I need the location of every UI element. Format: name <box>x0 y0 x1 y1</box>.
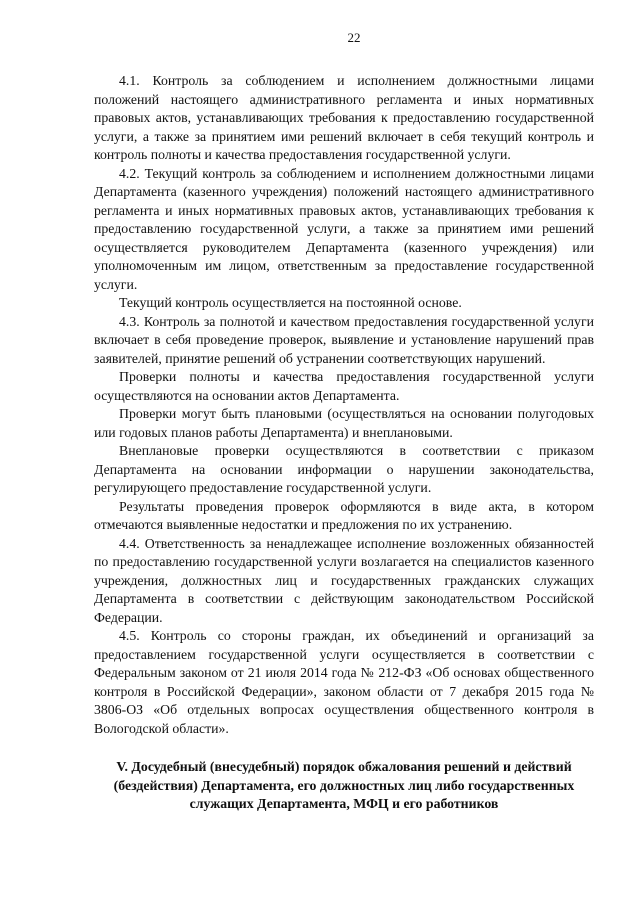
document-body <box>94 72 594 738</box>
paragraph-unscheduled-inspections: Внеплановые проверки осуществляются в соответствии с приказом Департамента на основании информации о нарушении законодательства, регулирующего предоставление государственной услуги. <box>94 443 594 495</box>
paragraph-inspection-results: Результаты проведения проверок оформляются в виде акта, в котором отмечаются выявленные недостатки и предложения по их устранению. <box>94 498 594 532</box>
paragraph-4-4: 4.4. Ответственность за ненадлежащее исполнение возложенных обязанностей по предоставлению государственной услуги возлагается на специалистов казенного учреждения, должностных лиц и государственных гражданских служащих Департамента в соответствии с действующим законодательством Российской Федерации. <box>94 535 594 625</box>
paragraph-4-3: 4.3. Контроль за полнотой и качеством предоставления государственной услуги включает в себя проведение проверок, выявление и установление нарушений прав заявителей, принятие решений об устранении соответствующих нарушений. <box>94 313 594 366</box>
paragraph-inspections-basis: Проверки полноты и качества предоставления государственной услуги осуществляются на основании актов Департамента. <box>94 369 594 403</box>
paragraph-inspections-types: Проверки могут быть плановыми (осуществляться на основании полугодовых или годовых планов работы Департамента) и внеплановыми. <box>94 406 594 440</box>
paragraph-current-control: Текущий контроль осуществляется на постоянной основе. <box>119 295 462 310</box>
paragraph-4-1: 4.1. Контроль за соблюдением и исполнением должностными лицами положений настоящего административного регламента и иных нормативных правовых актов, устанавливающих требования к предоставлению государственной услуги, а также за принятием ими решений включает в себя текущий контроль и контроль полноты и качества предоставления государственной услуги. <box>94 73 594 162</box>
section-heading-v: V. Досудебный (внесудебный) порядок обжалования решений и действий (бездействия) Департамента, его должностных лиц либо государственных служащих Департамента, МФЦ и его работников <box>113 759 575 811</box>
paragraph-4-5: 4.5. Контроль со стороны граждан, их объединений и организаций за предоставлением государственной услуги осуществляется в соответствии с Федеральным законом от 21 июля 2014 года № 212-ФЗ «Об основах общественного контроля в Российской Федерации», законом области от 7 декабря 2015 года № 3806-ОЗ «Об отдельных вопросах осуществления общественного контроля в Вологодской области». <box>94 628 594 736</box>
paragraph-4-2: 4.2. Текущий контроль за соблюдением и исполнением должностными лицами Департамента (казенного учреждения) положений настоящего административного регламента и иных нормативных правовых актов, устанавливающих требования к предоставлению государственной услуги, а также за принятием ими решений осуществляется руководителем Департамента (казенного учреждения) или уполномоченным им лицом, ответственным за предоставление государственной услуги. <box>94 165 594 292</box>
page-number: 22 <box>347 30 361 45</box>
